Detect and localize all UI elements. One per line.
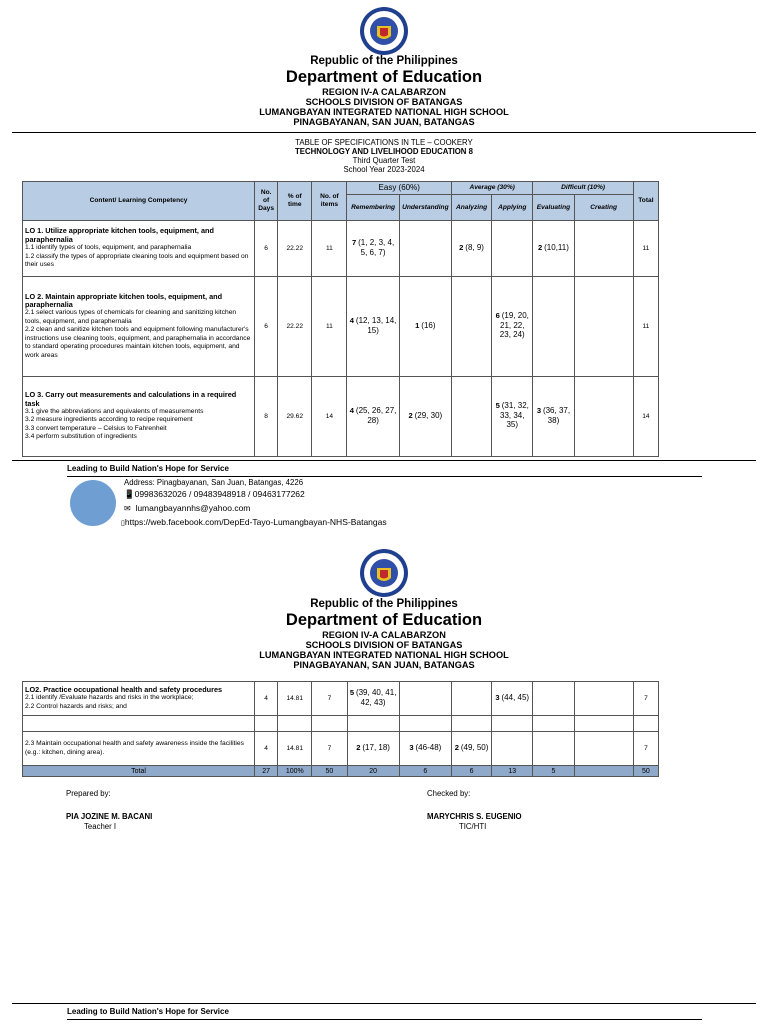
tos-title: TABLE OF SPECIFICATIONS IN TLE – COOKERY [295, 138, 473, 147]
total-cell: 7 [633, 732, 658, 766]
col-analyzing: Analyzing [451, 195, 491, 221]
item-numbers: (44, 45) [501, 692, 530, 702]
table-row [23, 377, 659, 457]
items-cell: 11 [312, 277, 347, 377]
item-count: 1 [415, 320, 420, 330]
competency-detail: 3.3 convert temperature – Celsius to Fahrenheit [25, 424, 167, 432]
learning-outcome: LO 2. Maintain appropriate kitchen tools, equipment, and paraphernalia [25, 291, 223, 309]
analyzing-cell [451, 277, 491, 377]
days-cell: 4 [255, 682, 278, 716]
evaluating-cell [533, 377, 574, 457]
remembering-cell [347, 277, 399, 377]
learning-outcome: LO2. Practice occupational health and safety procedures [25, 684, 223, 694]
days-cell: 4 [255, 732, 278, 766]
table-body-page1 [23, 221, 659, 457]
remembering-cell [347, 377, 399, 457]
col-difficult: Difficult (10%) [533, 182, 633, 195]
footer-facebook: ▯https://web.facebook.com/DepEd-Tayo-Lumangbayan-NHS-Batangas [121, 517, 387, 527]
understanding-cell [399, 221, 451, 277]
item-numbers: (10,11) [544, 242, 569, 252]
region-text: REGION IV-A CALABARZON [322, 87, 446, 97]
days-cell: 6 [255, 221, 278, 277]
understanding-cell [399, 377, 451, 457]
items-cell: 11 [312, 221, 347, 277]
total-percent: 100% [278, 766, 312, 777]
competency-detail: 1.2 classify the types of appropriate cleaning tools and equipment based on their uses [25, 252, 249, 269]
empty-cell [23, 716, 255, 732]
analyzing-cell [451, 682, 491, 716]
applying-cell [492, 732, 533, 766]
item-count: 5 [349, 688, 355, 698]
subject-title: TECHNOLOGY AND LIVELIHOOD EDUCATION 8 [295, 147, 473, 156]
item-numbers: (16) [421, 320, 436, 330]
competency-detail: 3.4 perform substitution of ingredients [25, 433, 137, 441]
applying-cell [492, 682, 533, 716]
applying-cell [492, 221, 533, 277]
creating-cell [574, 682, 633, 716]
school-year: School Year 2023-2024 [343, 165, 425, 174]
applying-cell [492, 377, 533, 457]
competency-detail: 3.2 measure ingredients according to recipe requirement [25, 416, 193, 424]
competency-cell [23, 277, 255, 377]
footer-slogan: Leading to Build Nation's Hope for Service [67, 464, 229, 473]
item-count: 3 [536, 406, 542, 416]
total-row [23, 766, 659, 777]
total-applying: 13 [492, 766, 533, 777]
item-numbers: (49, 50) [460, 742, 489, 752]
percent-cell: 14.81 [278, 682, 312, 716]
col-total: Total [633, 182, 658, 221]
school-location-2: PINAGBAYANAN, SAN JUAN, BATANGAS [293, 660, 475, 670]
col-creating: Creating [574, 195, 633, 221]
item-count: 2 [538, 242, 543, 252]
evaluating-cell [533, 277, 574, 377]
empty-cell [574, 716, 633, 732]
item-count: 5 [495, 401, 500, 411]
table-row [23, 277, 659, 377]
checked-by-label: Checked by: [427, 789, 471, 798]
understanding-cell [399, 682, 451, 716]
total-evaluating: 5 [533, 766, 574, 777]
creating-cell [574, 221, 633, 277]
table-row [23, 732, 659, 766]
days-cell: 8 [255, 377, 278, 457]
creating-cell [574, 277, 633, 377]
mail-icon: ✉ [124, 504, 131, 513]
col-percent: % of time [278, 182, 312, 221]
item-numbers: (12, 13, 14, 15) [355, 316, 397, 335]
item-count: 7 [352, 238, 357, 248]
total-remembering: 20 [347, 766, 399, 777]
checked-by-name: MARYCHRIS S. EUGENIO [427, 812, 522, 821]
evaluating-cell [533, 732, 574, 766]
item-count: 6 [495, 311, 500, 321]
understanding-cell [399, 277, 451, 377]
percent-cell: 22.22 [278, 277, 312, 377]
republic-text-2: Republic of the Philippines [310, 598, 458, 610]
school-logo-placeholder [70, 480, 116, 526]
prepared-by-name: PIA JOZINE M. BACANI [66, 812, 153, 821]
department-title-2: Department of Education [285, 611, 483, 629]
competency-cell [23, 221, 255, 277]
analyzing-cell [451, 221, 491, 277]
prepared-by-title: Teacher I [84, 822, 117, 831]
phone-icon: 📱 [124, 489, 135, 499]
learning-outcome: LO 3. Carry out measurements and calculations in a required task [25, 390, 237, 408]
competency-cell [23, 682, 255, 716]
competency-detail: 2.2 Control hazards and risks; and [25, 702, 127, 710]
percent-cell: 14.81 [278, 732, 312, 766]
learning-outcome: LO 1. Utilize appropriate kitchen tools, equipment, and paraphernalia [25, 226, 214, 244]
total-cell: 14 [633, 377, 658, 457]
total-creating [574, 766, 633, 777]
school-location: PINAGBAYANAN, SAN JUAN, BATANGAS [293, 117, 475, 127]
empty-cell [312, 716, 347, 732]
specification-table [22, 181, 659, 457]
empty-cell [533, 716, 574, 732]
header-divider [12, 132, 756, 133]
total-days: 27 [255, 766, 278, 777]
empty-cell [399, 716, 451, 732]
republic-text: Republic of the Philippines [310, 55, 458, 67]
remembering-cell [347, 221, 399, 277]
empty-cell [451, 716, 491, 732]
empty-cell [492, 716, 533, 732]
competency-cell [23, 377, 255, 457]
competency-detail: 2.1 select various types of chemicals for cleaning and sanitizing kitchen tools, equipment, and paraphernalia [25, 309, 237, 325]
item-count: 2 [459, 242, 464, 252]
col-items: No. of items [312, 182, 347, 221]
deped-seal-logo-2 [359, 548, 409, 598]
footer-divider-top-2 [12, 1003, 756, 1004]
item-count: 2 [454, 742, 459, 752]
checked-by-title: TIC/HTI [459, 822, 487, 831]
item-numbers: (25, 26, 27, 28) [355, 406, 397, 425]
region-text-2: REGION IV-A CALABARZON [322, 630, 446, 640]
table-row [23, 682, 659, 716]
total-cell: 11 [633, 221, 658, 277]
understanding-cell [399, 732, 451, 766]
col-understanding: Understanding [399, 195, 451, 221]
creating-cell [574, 732, 633, 766]
department-title: Department of Education [285, 68, 483, 86]
col-competency: Content/ Learning Competency [23, 182, 255, 221]
specification-table-continued [22, 681, 659, 777]
item-numbers: (19, 20, 21, 22, 23, 24) [499, 311, 529, 340]
percent-cell: 29.62 [278, 377, 312, 457]
deped-seal-logo [359, 6, 409, 56]
footer-email: ✉ lumangbayannhs@yahoo.com [124, 503, 251, 513]
remembering-cell [347, 682, 399, 716]
item-count: 4 [349, 316, 355, 326]
item-numbers: (31, 32, 33, 34, 35) [500, 401, 529, 430]
footer-phone: 📱09983632026 / 09483948918 / 09463177262 [124, 489, 305, 499]
days-cell: 6 [255, 277, 278, 377]
remembering-cell [347, 732, 399, 766]
total-label: Total [23, 766, 255, 777]
competency-detail: 3.1 give the abbreviations and equivalents of measurements [25, 407, 204, 415]
applying-cell [492, 277, 533, 377]
item-numbers: (36, 37, 38) [542, 406, 571, 425]
col-average: Average (30%) [451, 182, 532, 195]
total-items: 50 [312, 766, 347, 777]
item-numbers: (39, 40, 41, 42, 43) [355, 688, 397, 707]
col-evaluating: Evaluating [533, 195, 574, 221]
total-cell: 7 [633, 682, 658, 716]
footer-divider-2 [67, 1019, 702, 1020]
table-body-page2 [23, 682, 659, 766]
division-text: SCHOOLS DIVISION OF BATANGAS [305, 97, 463, 107]
competency-detail: 2.2 clean and sanitize kitchen tools and equipment following manufacturer's instructions use cleaning tools, equipment, and paraphernalia in accordance to standard operating procedures maintain kitchen tools, equipment, and work areas [25, 326, 251, 359]
item-numbers: (17, 18) [362, 742, 390, 752]
total-understanding: 6 [399, 766, 451, 777]
footer-divider-top [12, 460, 756, 461]
item-numbers: (29, 30) [414, 410, 443, 420]
facebook-icon: ▯ [121, 520, 125, 527]
items-cell: 7 [312, 682, 347, 716]
competency-detail: 2.3 Maintain occupational health and safety awareness inside the facilities (e.g.: kitchen, dining area). [25, 740, 244, 756]
item-numbers: (8, 9) [465, 242, 484, 252]
creating-cell [574, 377, 633, 457]
item-count: 2 [356, 742, 361, 752]
empty-cell [278, 716, 312, 732]
empty-cell [255, 716, 278, 732]
item-numbers: (1, 2, 3, 4, 5, 6, 7) [358, 238, 395, 257]
col-applying: Applying [492, 195, 533, 221]
percent-cell: 22.22 [278, 221, 312, 277]
col-easy: Easy (60%) [347, 182, 451, 195]
prepared-by-label: Prepared by: [66, 789, 111, 798]
item-count: 2 [408, 410, 413, 420]
analyzing-cell [451, 732, 491, 766]
division-text-2: SCHOOLS DIVISION OF BATANGAS [305, 640, 463, 650]
item-count: 3 [409, 742, 414, 752]
total-analyzing: 6 [451, 766, 491, 777]
competency-detail: 1.1 identify types of tools, equipment, and paraphernalia [25, 244, 192, 252]
items-cell: 14 [312, 377, 347, 457]
school-name: LUMANGBAYAN INTEGRATED NATIONAL HIGH SCHOOL [259, 107, 509, 117]
spacer-row [23, 716, 659, 732]
total-total: 50 [633, 766, 658, 777]
footer-slogan-2: Leading to Build Nation's Hope for Service [67, 1007, 229, 1016]
empty-cell [633, 716, 658, 732]
col-remembering: Remembering [347, 195, 399, 221]
evaluating-cell [533, 682, 574, 716]
evaluating-cell [533, 221, 574, 277]
school-name-2: LUMANGBAYAN INTEGRATED NATIONAL HIGH SCHOOL [259, 650, 509, 660]
competency-detail: 2.1 identify /Evaluate hazards and risks in the workplace; [25, 694, 194, 702]
items-cell: 7 [312, 732, 347, 766]
col-days: No. of Days [255, 182, 278, 221]
footer-divider [67, 476, 702, 477]
item-numbers: (46-48) [415, 742, 442, 752]
analyzing-cell [451, 377, 491, 457]
footer-address: Address: Pinagbayanan, San Juan, Batangas, 4226 [124, 478, 304, 487]
total-cell: 11 [633, 277, 658, 377]
test-title: Third Quarter Test [352, 156, 416, 165]
competency-cell [23, 732, 255, 766]
empty-cell [347, 716, 399, 732]
item-count: 4 [349, 406, 355, 416]
item-count: 3 [495, 692, 500, 702]
table-row [23, 221, 659, 277]
